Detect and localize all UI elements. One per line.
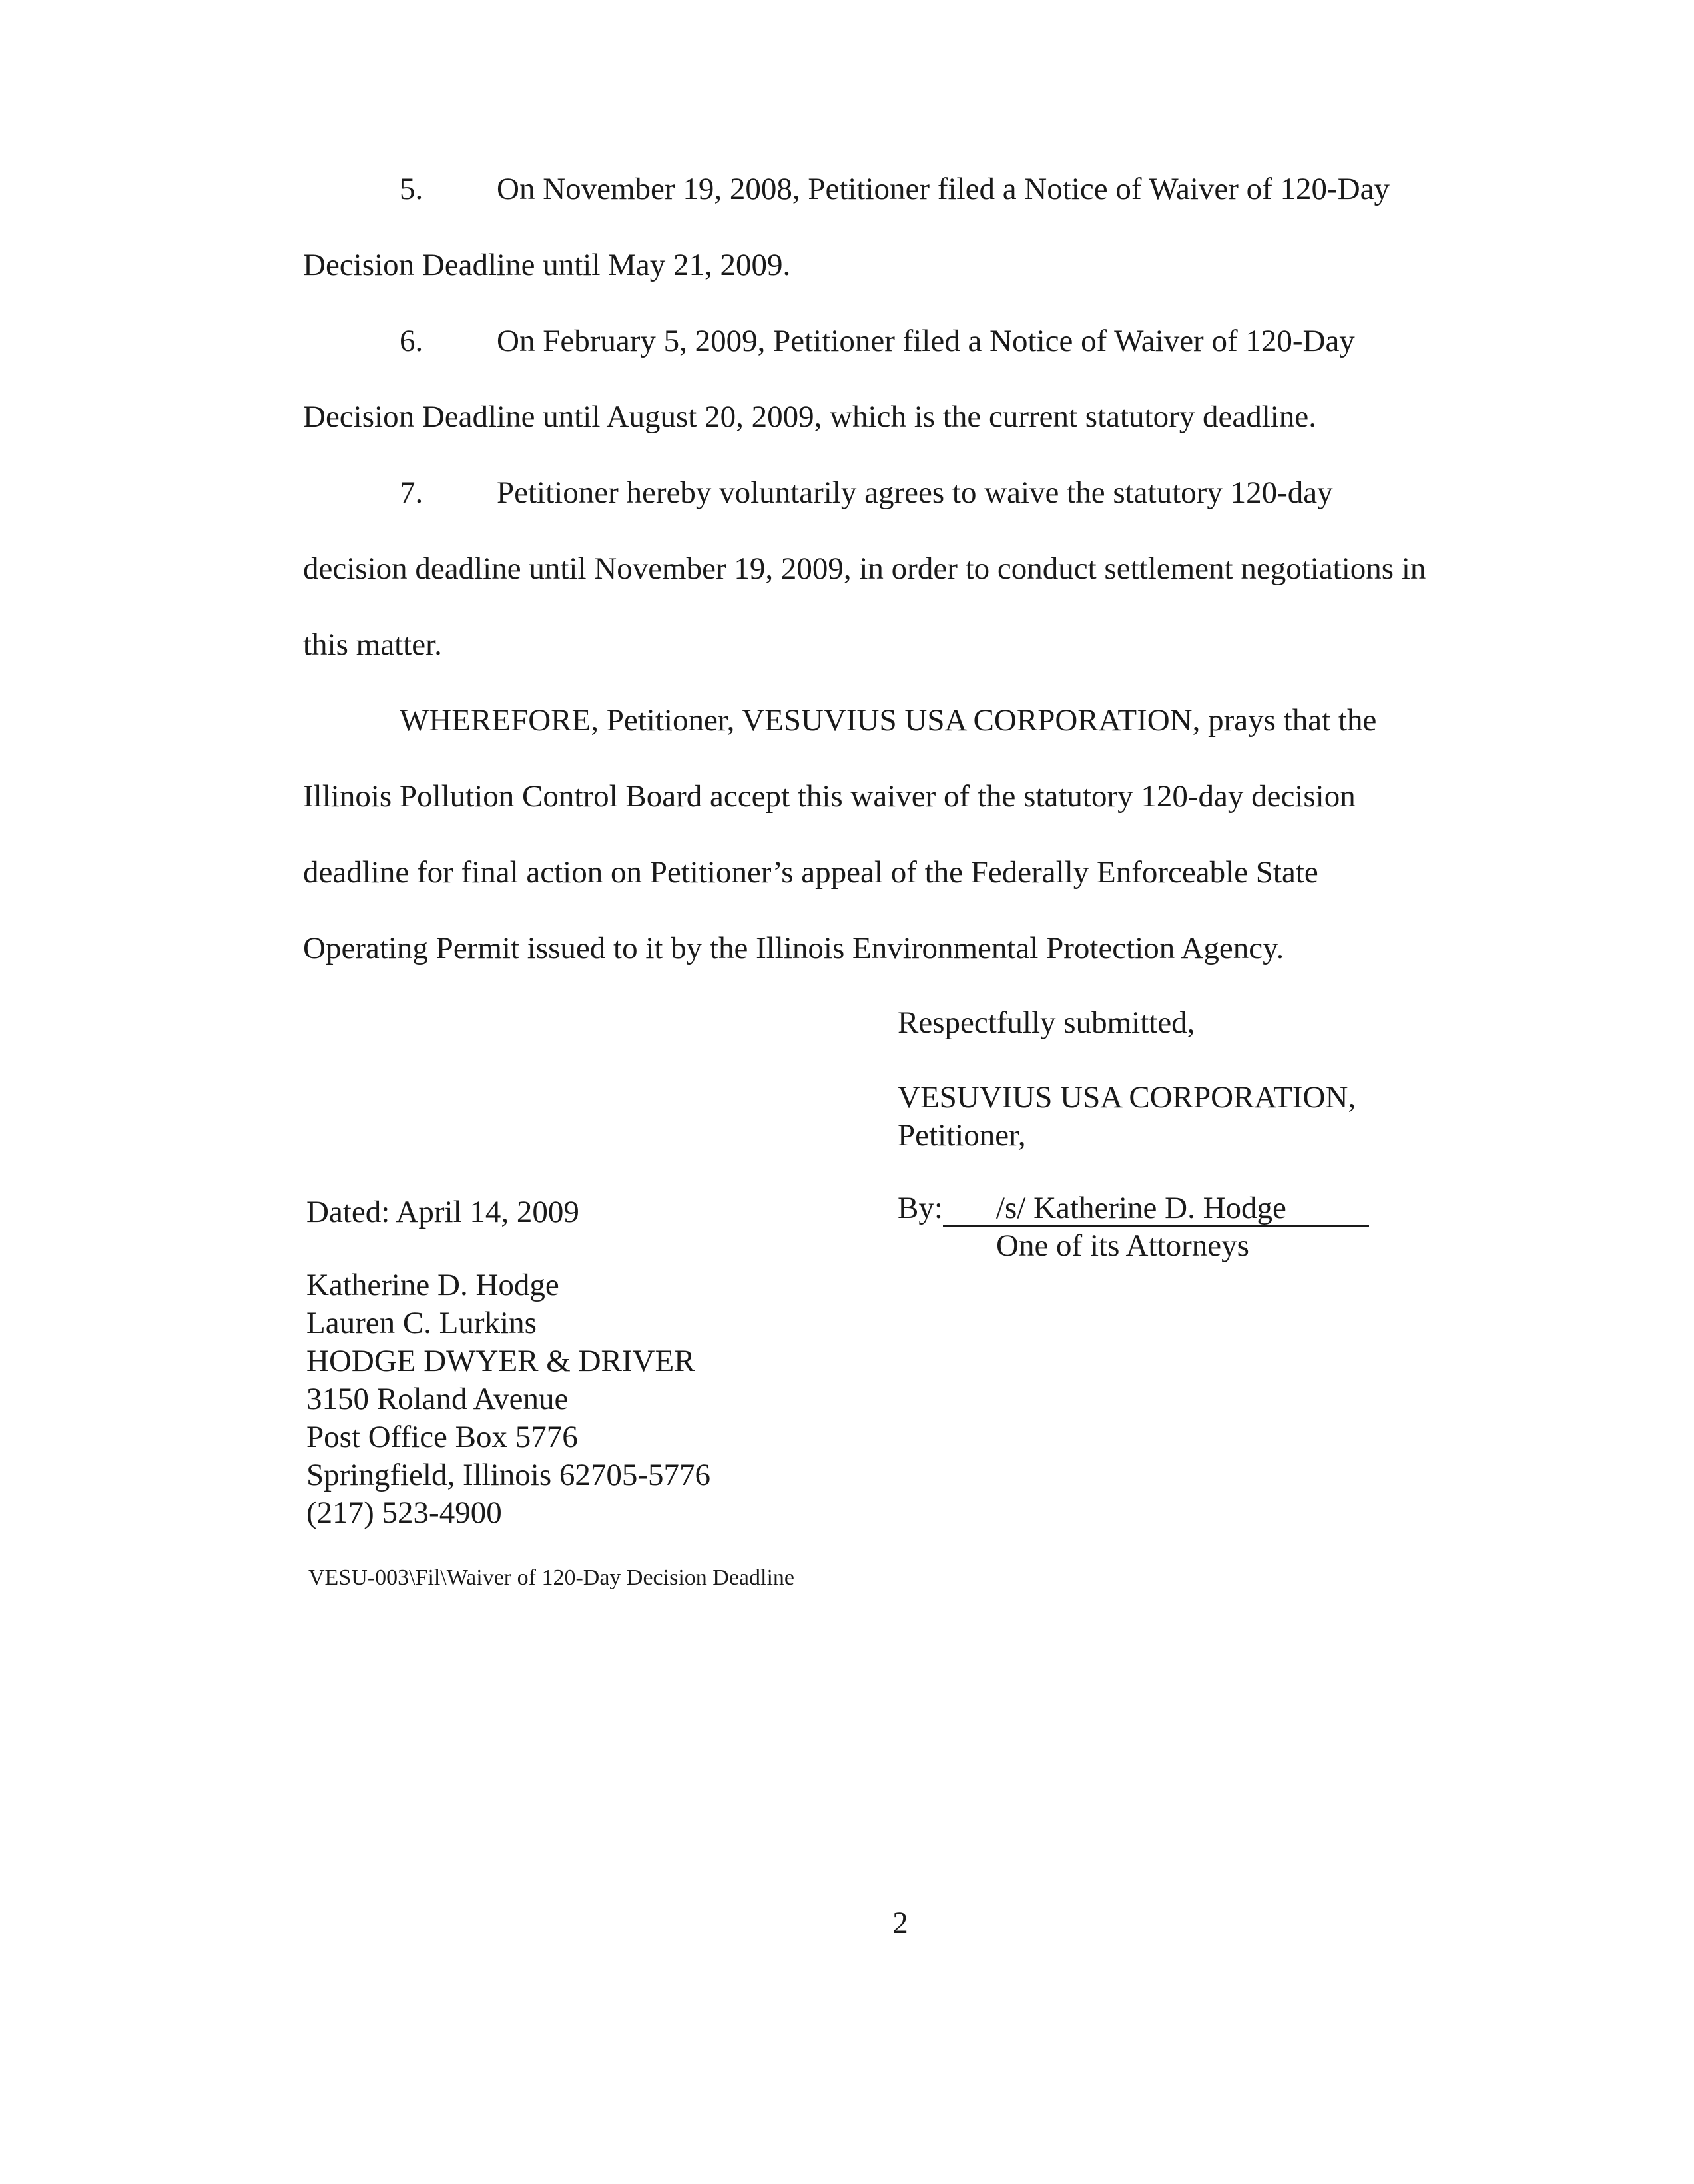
paragraph-5-line-2: Decision Deadline until May 21, 2009. (303, 248, 791, 282)
law-firm-name: HODGE DWYER & DRIVER (306, 1344, 695, 1378)
firm-phone: (217) 523-4900 (306, 1496, 502, 1530)
attorney-name-2: Lauren C. Lurkins (306, 1306, 537, 1340)
signature-caption: One of its Attorneys (996, 1228, 1249, 1263)
petitioner-company: VESUVIUS USA CORPORATION, (898, 1080, 1356, 1115)
signature-text: /s/ Katherine D. Hodge (995, 1191, 1286, 1225)
file-reference: VESU-003\Fil\Waiver of 120-Day Decision Deadline (308, 1565, 794, 1590)
attorney-name-1: Katherine D. Hodge (306, 1268, 559, 1302)
dated-line: Dated: April 14, 2009 (306, 1195, 579, 1229)
paragraph-7-number: 7. (400, 475, 424, 510)
by-label: By: (898, 1191, 943, 1225)
paragraph-5-number: 5. (400, 172, 424, 206)
signature-line (943, 1191, 1369, 1227)
paragraph-7-line-1: Petitioner hereby voluntarily agrees to waive the statutory 120-day (497, 475, 1333, 510)
petitioner-block (898, 1079, 1356, 1155)
firm-street: 3150 Roland Avenue (306, 1382, 569, 1416)
attorney-address-block (306, 1266, 710, 1532)
wherefore-line-2: Illinois Pollution Control Board accept this waiver of the statutory 120-day decision (303, 779, 1356, 814)
petitioner-role: Petitioner, (898, 1118, 1026, 1153)
paragraph-6-number: 6. (400, 324, 424, 358)
paragraph-6-line-2: Decision Deadline until August 20, 2009, which is the current statutory deadline. (303, 400, 1316, 434)
respectfully-submitted: Respectfully submitted, (898, 1005, 1195, 1040)
paragraph-6-line-1: On February 5, 2009, Petitioner filed a Notice of Waiver of 120-Day (497, 324, 1355, 358)
signature-block (898, 1189, 1369, 1265)
paragraph-7-line-3: this matter. (303, 627, 442, 662)
firm-city: Springfield, Illinois 62705-5776 (306, 1458, 711, 1492)
wherefore-line-1: WHEREFORE, Petitioner, VESUVIUS USA CORPORATION, prays that the (400, 703, 1377, 738)
wherefore-line-4: Operating Permit issued to it by the Illinois Environmental Protection Agency. (303, 931, 1284, 965)
page-number: 2 (892, 1906, 908, 1940)
firm-po-box: Post Office Box 5776 (306, 1420, 578, 1454)
paragraph-5-line-1: On November 19, 2008, Petitioner filed a Notice of Waiver of 120-Day (497, 172, 1390, 206)
wherefore-line-3: deadline for final action on Petitioner’s appeal of the Federally Enforceable State (303, 855, 1318, 890)
paragraph-7-line-2: decision deadline until November 19, 2009, in order to conduct settlement negotiations in (303, 551, 1426, 586)
